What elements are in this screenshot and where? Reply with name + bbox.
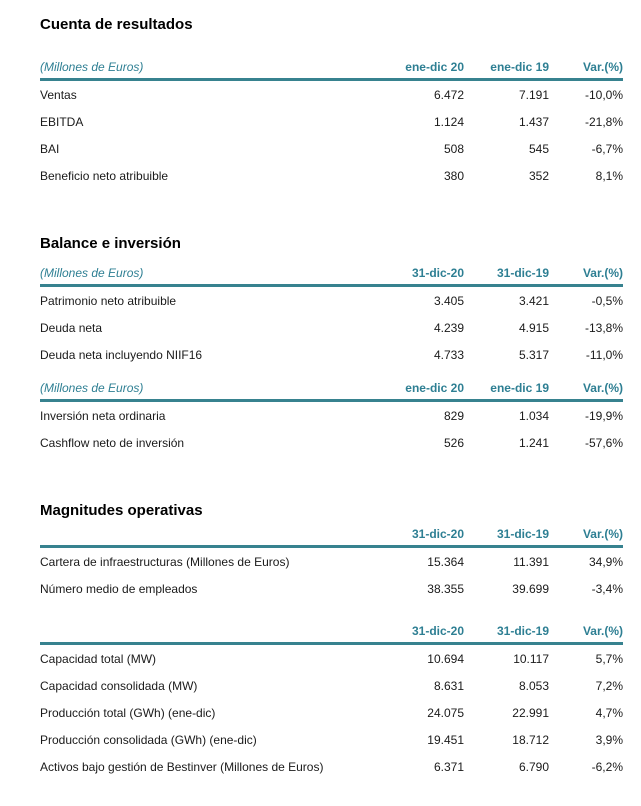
table-row: [40, 672, 623, 699]
col-header-period1: 31-dic-20: [411, 527, 464, 541]
col-header-period1: 31-dic-20: [411, 624, 464, 638]
value-prior: 6.790: [518, 759, 549, 774]
value-variation: 5,7%: [595, 651, 623, 666]
table-row: [40, 287, 623, 314]
value-variation: -3,4%: [591, 581, 623, 596]
row-label: Deuda neta incluyendo NIIF16: [40, 347, 203, 362]
row-label: Cashflow neto de inversión: [40, 435, 185, 450]
value-variation: -6,7%: [591, 141, 623, 156]
table-row: [40, 645, 623, 672]
row-label: Ventas: [40, 87, 77, 102]
row-label: Capacidad consolidada (MW): [40, 678, 198, 693]
row-label: Cartera de infraestructuras (Millones de Euros): [40, 554, 290, 569]
table-row: [40, 575, 623, 602]
table-row: [40, 108, 623, 135]
value-current: 1.124: [433, 114, 464, 129]
value-variation: -21,8%: [584, 114, 623, 129]
portfolio-employees-table: [40, 527, 623, 602]
value-prior: 352: [528, 168, 549, 183]
section-magnitudes-operativas: [40, 502, 623, 780]
section-cuenta-de-resultados: [40, 16, 623, 189]
value-variation: -11,0%: [585, 347, 623, 362]
row-label: BAI: [40, 141, 60, 156]
value-current: 8.631: [433, 678, 464, 693]
table-row: [40, 548, 623, 575]
value-prior: 545: [528, 141, 549, 156]
value-prior: 22.991: [512, 705, 549, 720]
col-header-period1: ene-dic 20: [405, 60, 464, 74]
value-current: 4.239: [433, 320, 464, 335]
value-variation: -10,0%: [584, 87, 623, 102]
row-label: Capacidad total (MW): [40, 651, 157, 666]
row-label: Producción consolidada (GWh) (ene-dic): [40, 732, 257, 747]
value-variation: 4,7%: [595, 705, 623, 720]
table-row: [40, 753, 623, 780]
row-label: EBITDA: [40, 114, 84, 129]
value-current: 4.733: [433, 347, 464, 362]
value-variation: 34,9%: [588, 554, 623, 569]
value-prior: 1.241: [518, 435, 549, 450]
table-row: [40, 81, 623, 108]
table-header-row: [40, 381, 623, 402]
value-prior: 18.712: [512, 732, 549, 747]
value-variation: 7,2%: [595, 678, 623, 693]
col-header-var: Var.(%): [582, 624, 623, 638]
row-label: Activos bajo gestión de Bestinver (Millones de Euros): [40, 759, 324, 774]
section-title: Cuenta de resultados: [40, 16, 193, 33]
row-label: Patrimonio neto atribuible: [40, 293, 177, 308]
col-header-period2: ene-dic 19: [490, 60, 549, 74]
value-current: 19.451: [427, 732, 464, 747]
value-prior: 8.053: [518, 678, 549, 693]
value-prior: 1.034: [518, 408, 549, 423]
value-prior: 39.699: [512, 581, 549, 596]
value-current: 526: [443, 435, 464, 450]
row-label: Producción total (GWh) (ene-dic): [40, 705, 216, 720]
value-variation: -6,2%: [591, 759, 623, 774]
value-current: 6.472: [433, 87, 464, 102]
value-prior: 11.391: [513, 554, 549, 569]
section-balance-e-inversion: [40, 235, 623, 456]
value-variation: 3,9%: [595, 732, 623, 747]
table-row: [40, 314, 623, 341]
value-current: 829: [443, 408, 464, 423]
table-header-row: [40, 624, 623, 645]
table-row: [40, 726, 623, 753]
table-row: [40, 402, 623, 429]
value-current: 3.405: [433, 293, 464, 308]
col-header-var: Var.(%): [582, 527, 623, 541]
table-header-row: [40, 527, 623, 548]
unit-label: (Millones de Euros): [40, 60, 144, 74]
section-title: Balance e inversión: [40, 235, 181, 252]
table-header-row: [40, 60, 623, 81]
balance-table: [40, 266, 623, 368]
unit-label: (Millones de Euros): [40, 266, 144, 280]
value-variation: -0,5%: [591, 293, 623, 308]
value-prior: 1.437: [518, 114, 549, 129]
value-current: 380: [443, 168, 464, 183]
value-variation: 8,1%: [595, 168, 623, 183]
value-prior: 7.191: [518, 87, 549, 102]
row-label: Número medio de empleados: [40, 581, 198, 596]
table-header-row: [40, 266, 623, 287]
table-row: [40, 429, 623, 456]
value-variation: -19,9%: [584, 408, 623, 423]
value-current: 38.355: [427, 581, 464, 596]
value-variation: -13,8%: [584, 320, 623, 335]
capacity-production-table: [40, 624, 623, 780]
row-label: Inversión neta ordinaria: [40, 408, 166, 423]
row-label: Deuda neta: [40, 320, 103, 335]
value-current: 10.694: [427, 651, 464, 666]
table-row: [40, 135, 623, 162]
value-prior: 3.421: [518, 293, 549, 308]
value-current: 15.364: [427, 554, 464, 569]
col-header-period2: 31-dic-19: [496, 624, 549, 638]
value-prior: 4.915: [518, 320, 549, 335]
col-header-var: Var.(%): [582, 266, 623, 280]
income-statement-table: [40, 60, 623, 189]
table-row: [40, 699, 623, 726]
value-current: 508: [443, 141, 464, 156]
col-header-var: Var.(%): [582, 381, 623, 395]
col-header-period2: 31-dic-19: [496, 527, 549, 541]
unit-label: (Millones de Euros): [40, 381, 144, 395]
col-header-period2: ene-dic 19: [490, 381, 549, 395]
table-row: [40, 162, 623, 189]
value-prior: 5.317: [518, 347, 549, 362]
section-title: Magnitudes operativas: [40, 502, 203, 519]
col-header-period1: ene-dic 20: [405, 381, 464, 395]
value-variation: -57,6%: [584, 435, 623, 450]
col-header-period1: 31-dic-20: [411, 266, 464, 280]
financial-summary-page: [0, 16, 641, 780]
value-prior: 10.117: [513, 651, 549, 666]
investment-table: [40, 381, 623, 456]
row-label: Beneficio neto atribuible: [40, 168, 169, 183]
table-row: [40, 341, 623, 368]
value-current: 6.371: [433, 759, 464, 774]
value-current: 24.075: [427, 705, 464, 720]
col-header-var: Var.(%): [582, 60, 623, 74]
col-header-period2: 31-dic-19: [496, 266, 549, 280]
